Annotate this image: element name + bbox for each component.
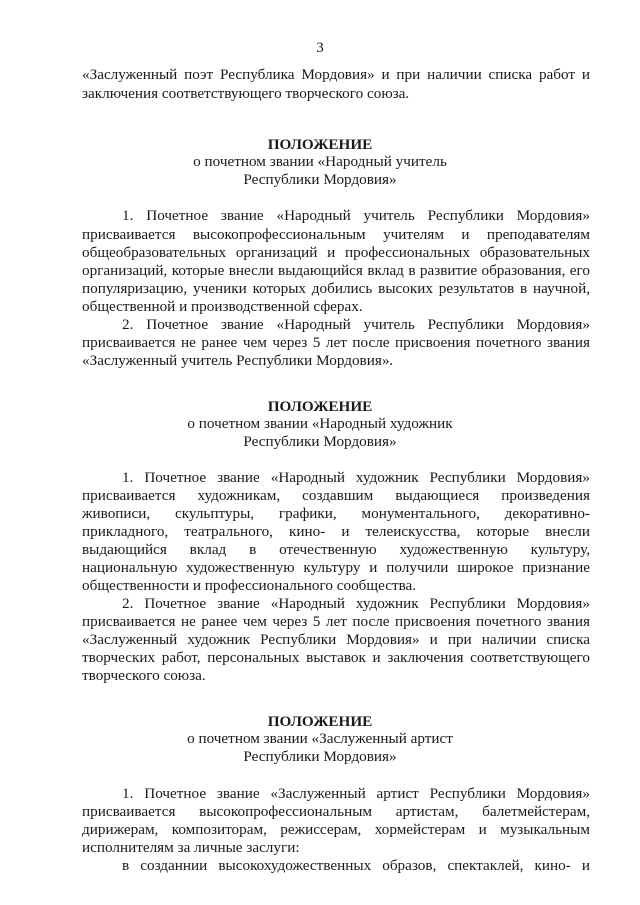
paragraph-line: 1. Почетное звание «Народный художник Республики Мордовия» [122,469,590,486]
paragraph-line: общественной и производственной сферах. [82,298,363,315]
section-subtitle: Республики Мордовия» [243,171,397,188]
paragraph-line: творческих работ, персональных выставок и заключения соответствующего [82,649,590,666]
paragraph-line: национальную художественную культуру и получили широкое признание [82,559,590,576]
paragraph-line: исполнителям за личные заслуги: [82,839,300,856]
paragraph-line: общеобразовательных организаций и профессиональных образовательных [82,244,590,261]
section-heading: ПОЛОЖЕНИЕ [267,713,373,730]
paragraph-line: организаций, которые внесли выдающийся вклад в развитие образования, его [82,262,590,279]
section-subtitle: Республики Мордовия» [243,433,397,450]
paragraph-line: в созданнии высокохудожественных образов, спектаклей, кино- и [122,857,590,874]
paragraph-line: общественности и профессионального сообщества. [82,577,417,594]
paragraph-line: выдающийся вклад в отечественную художественную культуру, [82,541,590,558]
section-heading: ПОЛОЖЕНИЕ [267,398,373,415]
paragraph-line: дирижерам, композиторам, режиссерам, хормейстерам и музыкальным [82,821,590,838]
intro-line: заключения соответствующего творческого союза. [82,85,410,102]
page-number: 3 [316,40,324,56]
section-subtitle: о почетном звании «Заслуженный артист [187,730,453,747]
intro-line: «Заслуженный поэт Республика Мордовия» и при наличии списка работ и [82,66,590,83]
paragraph-line: 1. Почетное звание «Народный учитель Республики Мордовия» [122,207,590,224]
paragraph-line: творческого союза. [82,667,206,684]
paragraph-line: присваивается не ранее чем через 5 лет после присвоения почетного звания [82,613,590,630]
section-subtitle: Республики Мордовия» [243,748,397,765]
section-heading: ПОЛОЖЕНИЕ [267,136,373,153]
paragraph-line: «Заслуженный учитель Республики Мордовия». [82,352,394,369]
paragraph-line: присваивается высокопрофессиональным артистам, балетмейстерам, [82,803,590,820]
paragraph-line: присваивается художникам, создавшим выдающиеся произведения [82,487,590,504]
paragraph-line: присваивается не ранее чем через 5 лет после присвоения почетного звания [82,334,590,351]
paragraph-line: 2. Почетное звание «Народный учитель Республики Мордовия» [122,316,590,333]
paragraph-line: 1. Почетное звание «Заслуженный артист Республики Мордовия» [122,785,590,802]
paragraph-line: популяризацию, ученики которых добились высоких результатов в научной, [82,280,590,297]
paragraph-line: прикладного, театрального, кино- и телеискусства, которые внесли [82,523,590,540]
paragraph-line: 2. Почетное звание «Народный художник Республики Мордовия» [122,595,590,612]
paragraph-line: присваивается высокопрофессиональным учителям и преподавателям [82,226,590,243]
paragraph-line: «Заслуженный художник Республики Мордовия» и при наличии списка [82,631,590,648]
section-subtitle: о почетном звании «Народный художник [187,415,453,432]
paragraph-line: живописи, скульптуры, графики, монументального, декоративно- [82,505,590,522]
section-subtitle: о почетном звании «Народный учитель [193,153,447,170]
